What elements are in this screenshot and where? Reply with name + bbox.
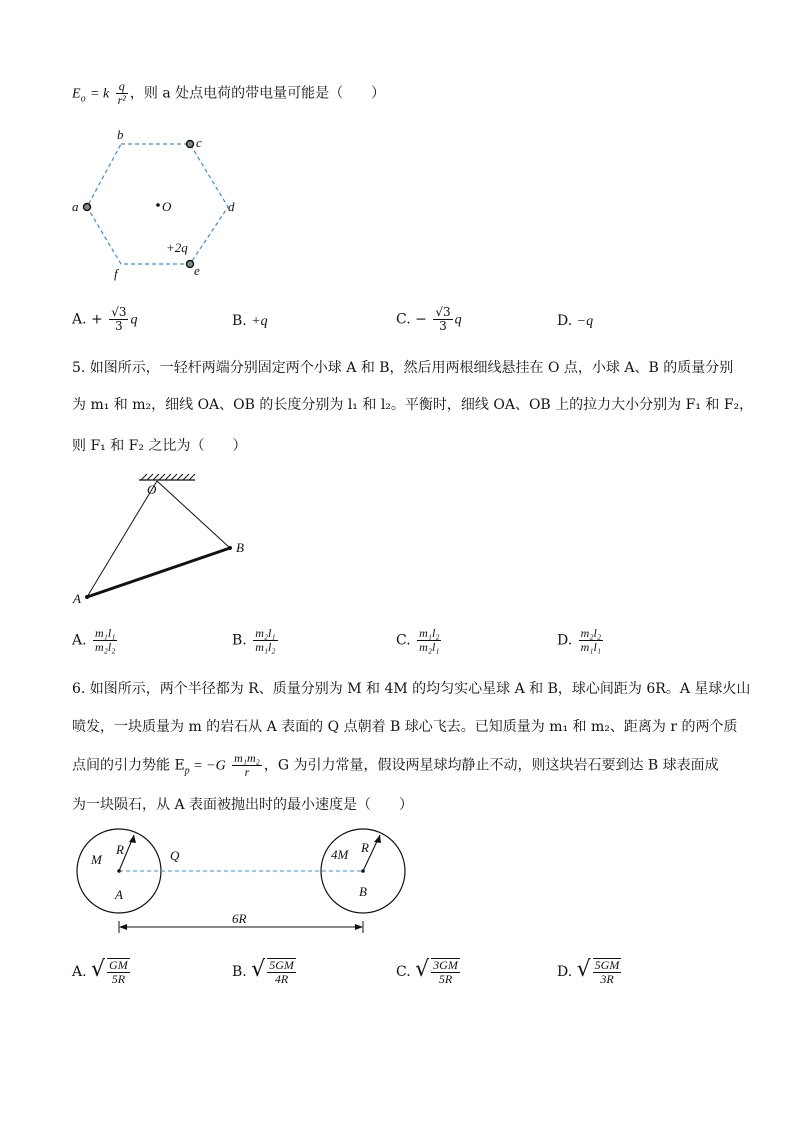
label-B-rod: B [236, 540, 244, 555]
label-O: O [162, 199, 172, 214]
label-A-rod: A [73, 591, 81, 606]
rod-AB [87, 548, 230, 597]
q4-option-a[interactable]: A. + $\frac{√3}{3}$ q [72, 305, 138, 333]
q6-line3: 点间的引力势能 $E_p = -G$ $\frac{\text{m₁m₂}}{r}$ ，G 为引力常量，假设两星球均静止不动，则这块岩石要到达 B 球表面成 [72, 751, 719, 779]
q6-option-c[interactable]: C. √ $\frac{3GM}{5R}$ [396, 957, 458, 986]
q6-option-a[interactable]: A. √ $\frac{GM}{5R}$ [72, 957, 128, 986]
q4-option-d[interactable]: D. −q [557, 313, 594, 329]
q5-line3: 则 F₁ 和 F₂ 之比为（ ） [72, 438, 247, 454]
q5-line2: 为 m₁ 和 m₂，细线 OA、OB 的长度分别为 l₁ 和 l₂。平衡时，细线 OA、OB 上的拉力大小分别为 F₁ 和 F₂， [72, 397, 754, 413]
charge-c [187, 141, 194, 148]
charge-e [187, 261, 194, 268]
label-B-planet: B [359, 884, 367, 899]
label-R2: R [361, 840, 369, 855]
ball-A [85, 595, 89, 599]
label-4M: 4M [331, 847, 349, 862]
center-O [156, 203, 160, 207]
formula-eq: = k [90, 86, 110, 102]
q4-option-c[interactable]: C. − $\frac{√3}{3}$ q [396, 305, 462, 333]
label-O-rod: O [147, 482, 157, 497]
formula-lhs-sub: o [80, 93, 86, 105]
label-b: b [117, 127, 124, 142]
label-charge: +2q [166, 240, 188, 255]
ball-B [228, 546, 232, 550]
q6-option-b[interactable]: B. √ $\frac{5GM}{4R}$ [232, 957, 294, 986]
q5-option-a[interactable]: A. $\frac{\text{m₁l₁}}{\text{m₂l₂}}$ [72, 626, 116, 654]
rod-figure [75, 470, 255, 605]
charge-a [84, 204, 91, 211]
label-d: d [228, 199, 235, 214]
formula-fraction: $\frac{q}{\text{r²}}$ [117, 79, 126, 107]
q5-line1: 5. 如图所示，一轻杆两端分别固定两个小球 A 和 B，然后用两根细线悬挂在 O 点，小球 A、B 的质量分别 [72, 360, 734, 376]
label-A-planet: A [115, 887, 123, 902]
q5-option-d[interactable]: D. $\frac{\text{m₂l₂}}{\text{m₁l₁}}$ [557, 626, 601, 654]
q6-option-d[interactable]: D. √ $\frac{5GM}{3R}$ [557, 957, 620, 986]
string-OB [157, 481, 230, 548]
q6-line2: 喷发，一块质量为 m 的岩石从 A 表面的 Q 点朝着 B 球心飞去。已知质量为 m₁ 和 m₂、距离为 r 的两个质 [72, 719, 738, 735]
label-a: a [72, 199, 79, 214]
label-c: c [196, 135, 202, 150]
q4-stem [72, 80, 385, 109]
q4-tail: ，则 a 处点电荷的带电量可能是（ ） [129, 85, 386, 102]
q6-line4: 为一块陨石，从 A 表面被抛出时的最小速度是（ ） [72, 797, 414, 813]
q6-line1: 6. 如图所示，两个半径都为 R、质量分别为 M 和 4M 的均匀实心星球 A 和 B，球心间距为 6R。A 星球火山 [72, 681, 751, 697]
formula-lhs: E [72, 86, 81, 102]
label-Q: Q [170, 848, 180, 863]
string-OA [87, 481, 157, 597]
label-M: M [91, 852, 102, 867]
q4-option-b[interactable]: B. +q [232, 313, 268, 329]
q5-option-c[interactable]: C. $\frac{\text{m₁l₂}}{\text{m₂l₁}}$ [396, 626, 440, 654]
label-R1: R [116, 842, 124, 857]
label-e: e [194, 263, 200, 278]
q5-option-b[interactable]: B. $\frac{\text{m₂l₁}}{\text{m₁l₂}}$ [232, 626, 276, 654]
label-6R: 6R [232, 911, 247, 926]
label-f: f [114, 266, 118, 281]
